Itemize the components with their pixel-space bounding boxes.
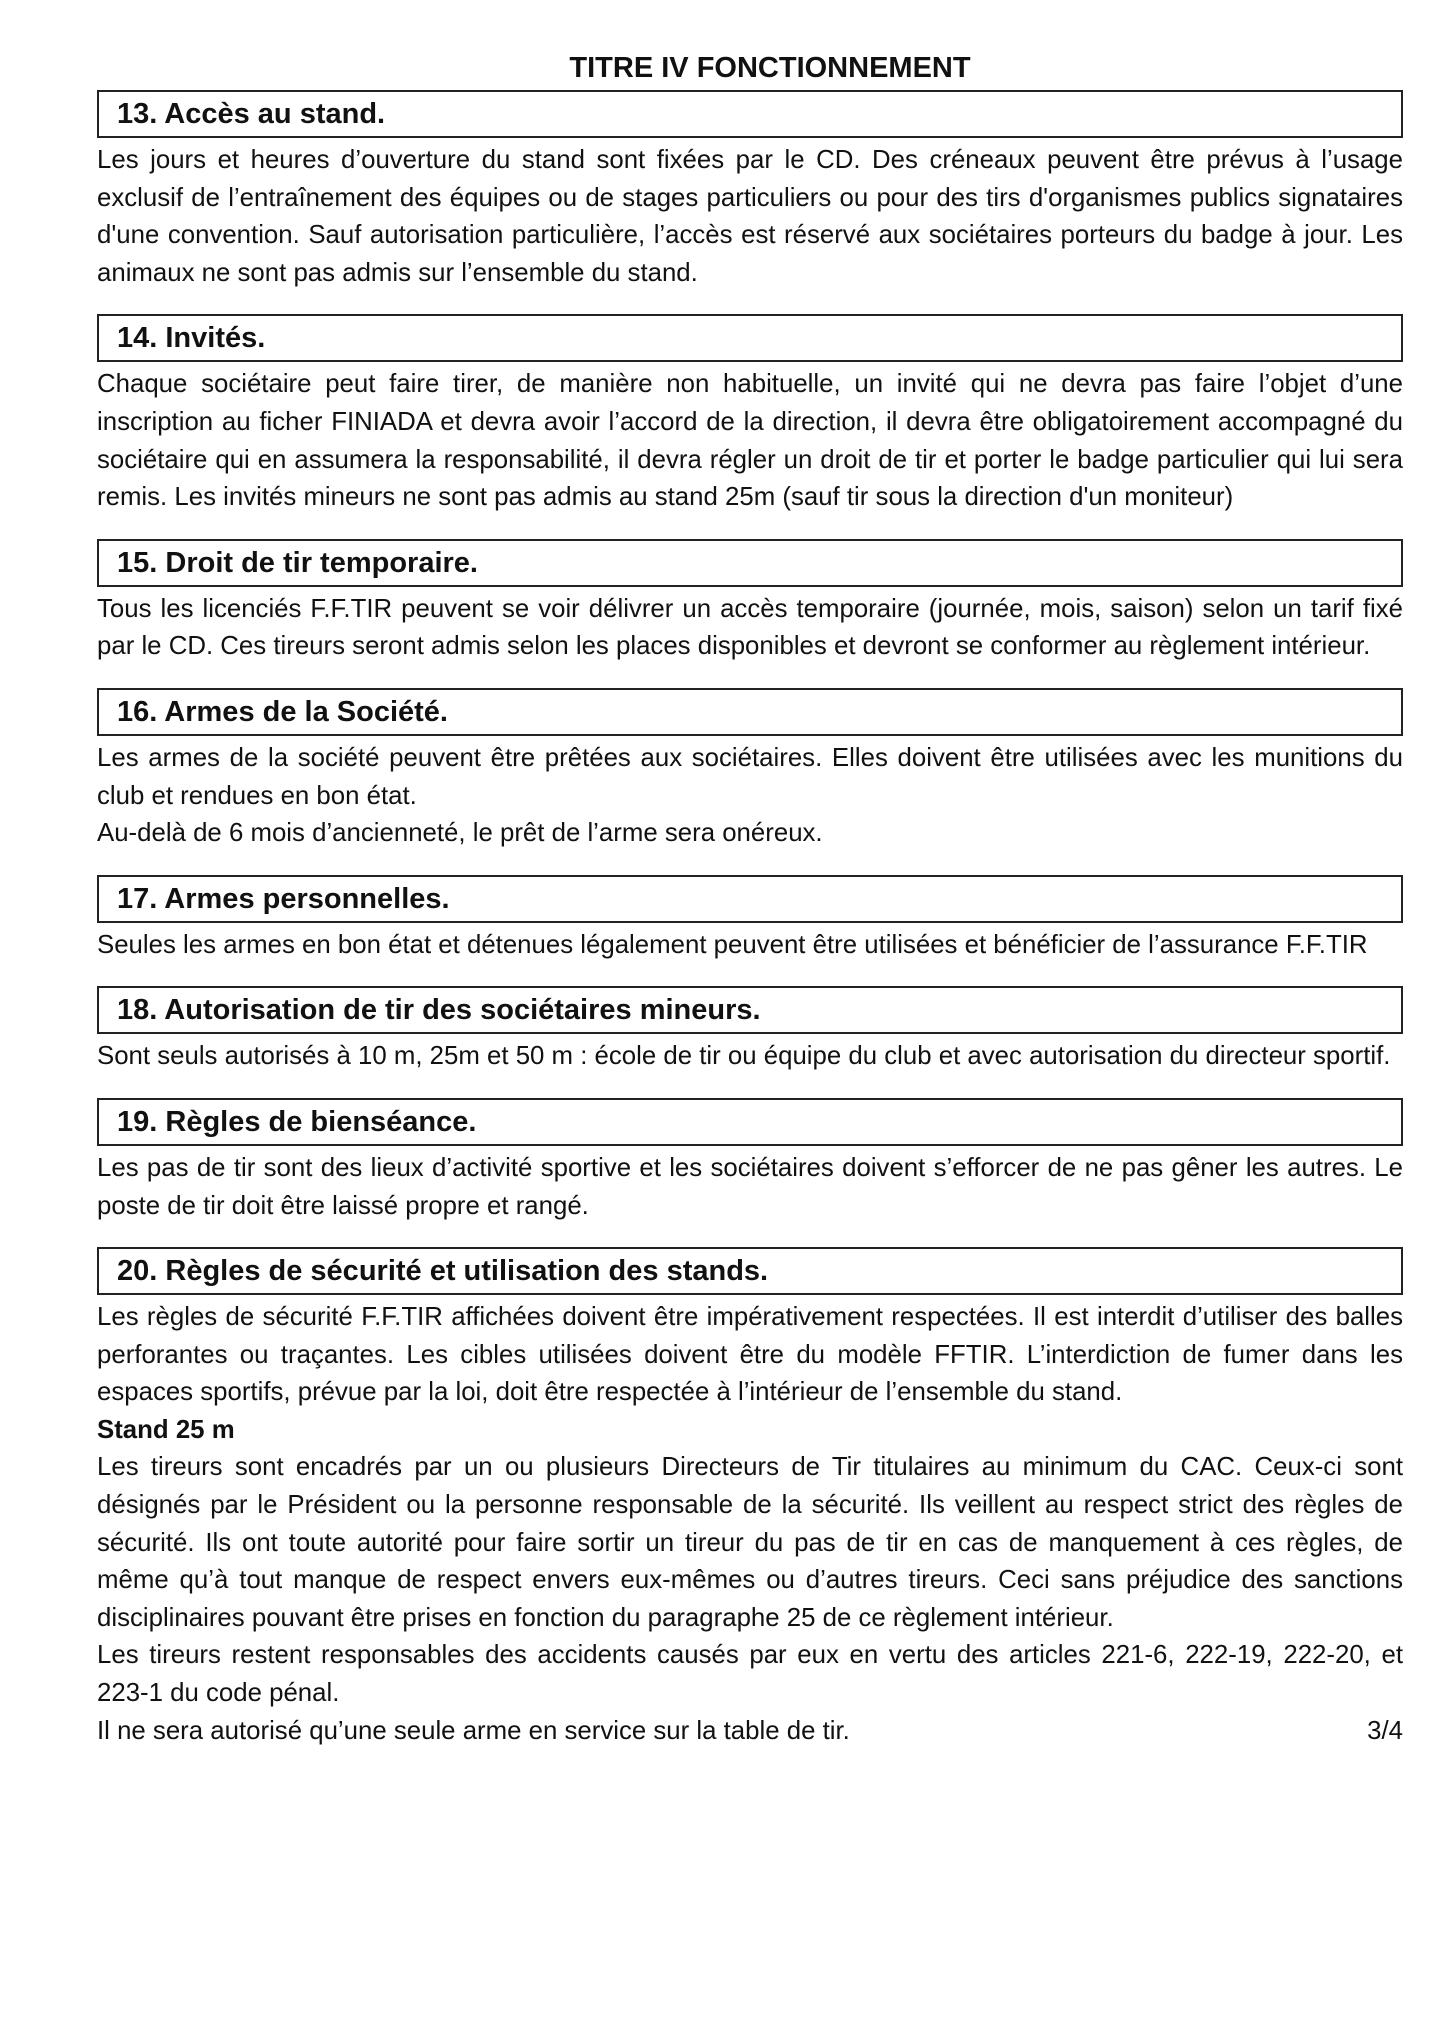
document-title: TITRE IV FONCTIONNEMENT [569, 52, 971, 84]
section-heading-19: 19. Règles de bienséance. [97, 1098, 1403, 1146]
section-heading-18: 18. Autorisation de tir des sociétaires mineurs. [97, 986, 1403, 1034]
page-number: 3/4 [1367, 1716, 1403, 1745]
section-heading-16: 16. Armes de la Société. [97, 688, 1403, 736]
section-heading-14: 14. Invités. [97, 314, 1403, 362]
section-18-paragraph: Sont seuls autorisés à 10 m, 25m et 50 m : école de tir ou équipe du club et avec autorisation du directeur sportif. [97, 1042, 1391, 1071]
section-16-paragraph-1: Les armes de la société peuvent être prêtées aux sociétaires. Elles doivent être utilisées avec les munitions du club et rendues en bon état. [97, 743, 1403, 810]
section-19-paragraph: Les pas de tir sont des lieux d’activité sportive et les sociétaires doivent s’efforcer de ne pas gêner les autres. Le poste de tir doit être laissé propre et rangé. [97, 1153, 1403, 1220]
section-20-paragraph: Les règles de sécurité F.F.TIR affichées doivent être impérativement respectées. Il est interdit d’utiliser des balles perforantes ou traçantes. Les cibles utilisées doivent être du modèle FFTIR. L’interdiction de fumer dans les espaces sportifs, prévue par la loi, doit être respectée à l’intérieur de l’ensemble du stand. [97, 1303, 1403, 1407]
last-line-text: Il ne sera autorisé qu’une seule arme en service sur la table de tir. [97, 1716, 850, 1745]
section-17-paragraph: Seules les armes en bon état et détenues légalement peuvent être utilisées et bénéficier de l’assurance F.F.TIR [97, 930, 1368, 959]
section-14-paragraph: Chaque sociétaire peut faire tirer, de manière non habituelle, un invité qui ne devra pas faire l’objet d’une inscription au ficher FINIADA et devra avoir l’accord de la direction, il devra être obligatoirement accompagné du sociétaire qui en assumera la responsabilité, il devra régler un droit de tir et porter le badge particulier qui lui sera remis. Les invités mineurs ne sont pas admis au stand 25m (sauf tir sous la direction d'un moniteur) [97, 370, 1403, 512]
section-16-paragraph-2: Au-delà de 6 mois d’ancienneté, le prêt de l’arme sera onéreux. [97, 819, 823, 848]
section-heading-13: 13. Accès au stand. [97, 90, 1403, 138]
section-15-paragraph: Tous les licenciés F.F.TIR peuvent se voir délivrer un accès temporaire (journée, mois, saison) selon un tarif fixé par le CD. Ces tireurs seront admis selon les places disponibles et devront se conformer au règlement intérieur. [97, 594, 1403, 661]
stand-25m-paragraph-2: Les tireurs restent responsables des accidents causés par eux en vertu des articles 221-6, 222-19, 222-20, et 223-1 du code pénal. [97, 1641, 1403, 1708]
stand-25m-subheading: Stand 25 m [97, 1415, 235, 1444]
last-line [97, 1713, 1403, 1751]
section-heading-17: 17. Armes personnelles. [97, 875, 1403, 923]
section-heading-20: 20. Règles de sécurité et utilisation des stands. [97, 1247, 1403, 1295]
section-13-paragraph: Les jours et heures d’ouverture du stand sont fixées par le CD. Des créneaux peuvent être prévus à l’usage exclusif de l’entraînement des équipes ou de stages particuliers ou pour des tirs d'organismes publics signataires d'une convention. Sauf autorisation particulière, l’accès est réservé aux sociétaires porteurs du badge à jour. Les animaux ne sont pas admis sur l’ensemble du stand. [97, 146, 1403, 287]
section-heading-15: 15. Droit de tir temporaire. [97, 539, 1403, 587]
stand-25m-paragraph-1: Les tireurs sont encadrés par un ou plusieurs Directeurs de Tir titulaires au minimum du CAC. Ceux-ci sont désignés par le Président ou la personne responsable de la sécurité. Ils veillent au respect strict des règles de sécurité. Ils ont toute autorité pour faire sortir un tireur du pas de tir en cas de manquement à ces règles, de même qu’à tout manque de respect envers eux-mêmes ou d’autres tireurs. Ceci sans préjudice des sanctions disciplinaires pouvant être prises en fonction du paragraphe 25 de ce règlement intérieur. [97, 1453, 1403, 1632]
document-page [97, 50, 1403, 1750]
